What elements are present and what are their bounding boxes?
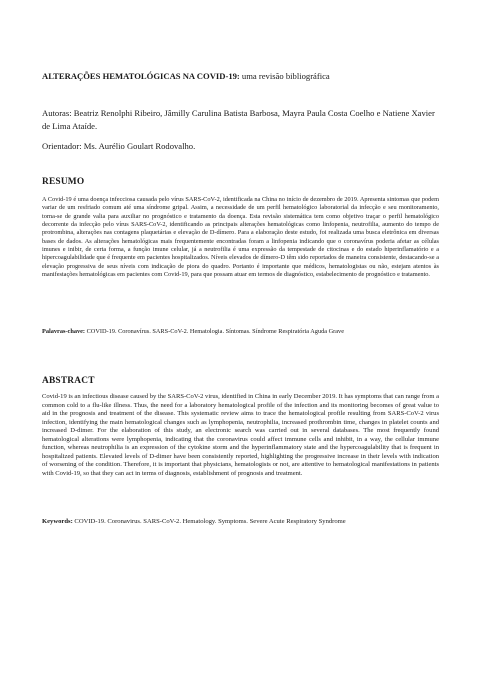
abstract-body: Covid-19 is an infectious disease caused by the SARS-CoV-2 virus, identified in China in early December 2019. It has symptoms that can range from a common cold to a flu-like illness. Thus, the need for a laboratory hematological profile of the infection and its monitoring becomes of great value to aid in the prognosis and treatment of the disease. This systematic review aims to trace the hematological profile resulting from SARS-CoV-2 virus infection, identifying the main hematological changes such as lymphopenia, neutrophilia, increased prothrombin time, changes in platelet counts and increased D-dimer. For the elaboration of this study, an electronic search was carried out in several databases. The most frequently found hematological alterations were lymphopenia, indicating that the coronavirus could affect immune cells and inhibit, in a way, the cellular immune function, whereas neutrophilia is an expression of the cytokine storm and the hyperinflammatory state and the hypercoagulability that is frequent in hospitalized patients. Elevated levels of D-dimer have been consistently reported, highlighting the progressive increase in their levels with indication of worsening of the condition. Therefore, it is important that physicians, hematologists or not, are attentive to hematological manifestations in patients with Covid-19, so that they can act in terms of diagnosis, establishment of prognosis and treatment.: [42, 393, 439, 477]
resumo-keywords: [42, 328, 422, 336]
abstract-keywords-text: COVID-19. Coronavirus. SARS-CoV-2. Hematology. Symptoms. Severe Acute Respiratory Syndrome: [72, 518, 346, 525]
paper-title-main: ALTERAÇÕES HEMATOLÓGICAS NA COVID-19:: [42, 71, 240, 81]
abstract-heading: ABSTRACT: [42, 376, 95, 386]
advisor-line: Orientador: Ms. Aurélio Goulart Rodovalho.: [42, 141, 196, 151]
resumo-body: A Covid-19 é uma doença infecciosa causada pelo vírus SARS-CoV-2, identificada na China no início de dezembro de 2019. Apresenta sintomas que podem variar de um resfriado comum até uma síndrome gripal. Assim, a necessidade de um perfil hematológico laboratorial da infecção e seu monitoramento, torna-se de grande valia para auxiliar no prognóstico e tratamento da doença. Esta revisão sistemática tem como objetivo traçar o perfil hematológico decorrente da infecção pelo vírus SARS-CoV-2, identificando as principais alterações hematológicas como linfopenia, neutrofilia, aumento do tempo de protrombina, alterações nas contagens plaquetárias e elevação de D-dímero. Para a elaboração deste estudo, foi realizada uma busca eletrônica em diversas bases de dados. As alterações hematológicas mais frequentemente encontradas foram a linfopenia indicando que o coronavírus poderia afetar as células imunes e inibir, de certa forma, a função imune celular, já a neutrofilia é uma expressão da tempestade de citocinas e do estado hiperinflamatório e a hipercoagulabilidade que é frequente em pacientes hospitalizados. Níveis elevados de dímero-D têm sido reportados de maneira consistente, destacando-se a elevação progressiva de seus níveis com indicação de piora do quadro. Portanto é importante que médicos, hematologistas ou não, estejam atentos às manifestações hematológicas em pacientes com Covid-19, para que possam atuar em termos de diagnóstico, estabelecimento de prognóstico e tratamento.: [42, 196, 439, 279]
resumo-keywords-text: COVID-19. Coronavírus. SARS-CoV-2. Hematologia. Síntomas. Síndrome Respiratória Aguda Grave: [85, 328, 344, 335]
resumo-heading: RESUMO: [42, 177, 85, 187]
resumo-keywords-label: Palavras-chave:: [42, 328, 86, 335]
abstract-keywords: [42, 518, 422, 527]
paper-title-subtitle: uma revisão bibliográfica: [239, 71, 330, 81]
authors-line: Autoras: Beatriz Renolphi Ribeiro, Jâmilly Carulina Batista Barbosa, Mayra Paula Costa Coelho e Natiene Xavier de Lima Ataíde.: [42, 108, 435, 131]
paper-title: [42, 71, 442, 82]
abstract-keywords-label: Keywords:: [42, 518, 73, 525]
